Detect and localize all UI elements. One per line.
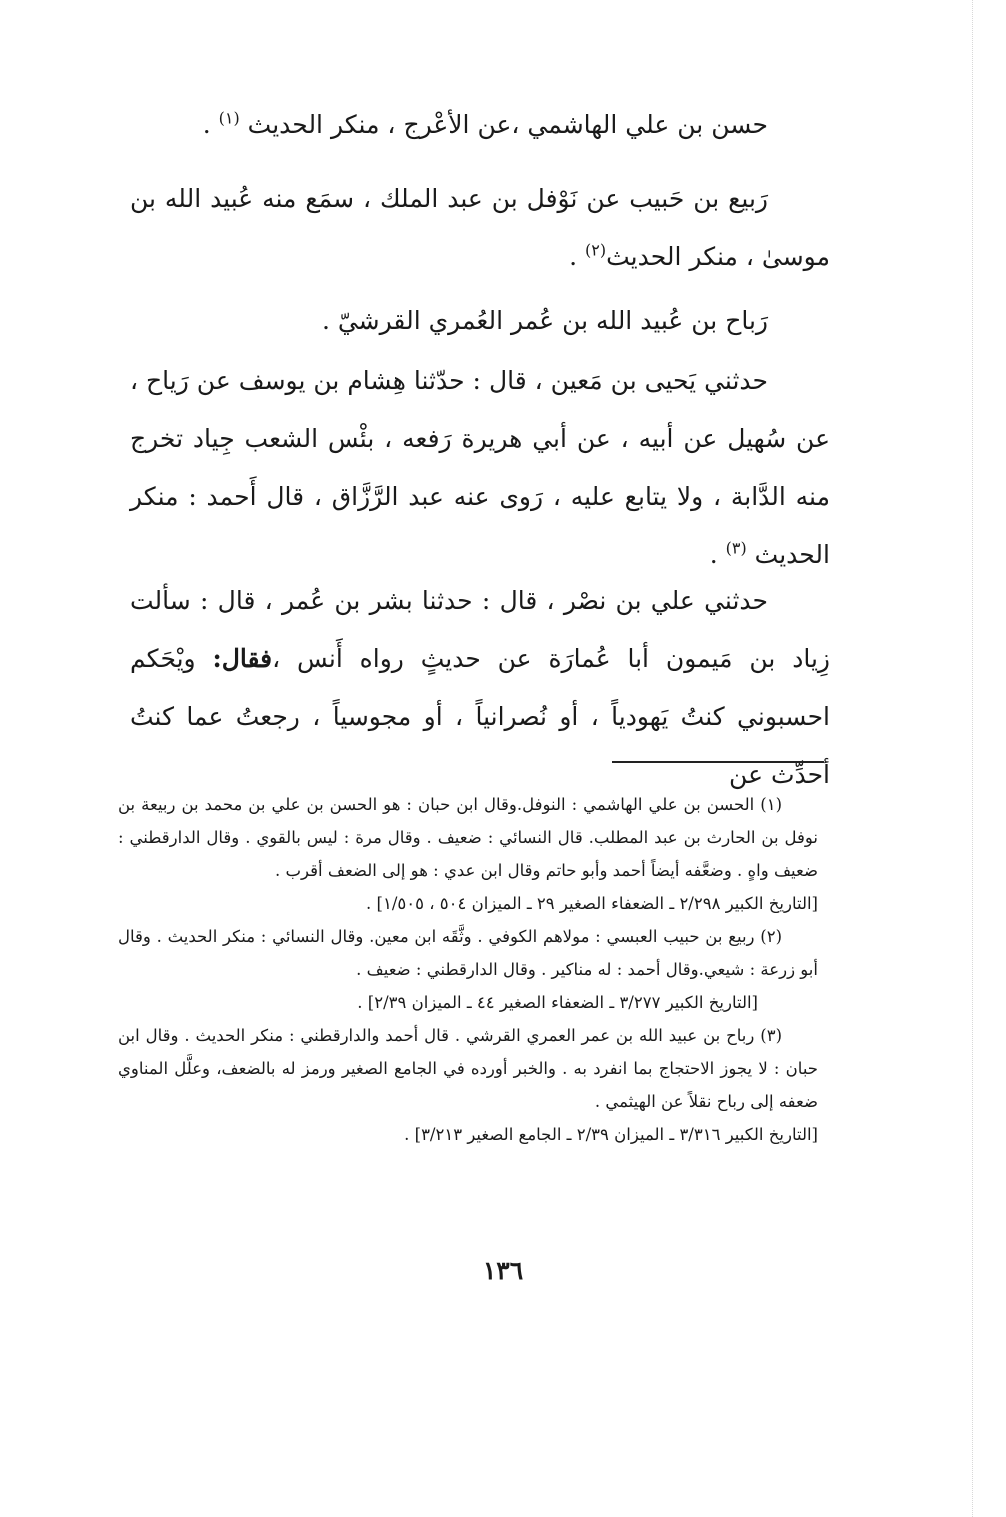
entry-5 bbox=[130, 572, 830, 804]
footnote-ref-1: (١) bbox=[218, 108, 240, 128]
entry-2-end: . bbox=[569, 242, 586, 271]
entry-4-end: . bbox=[709, 540, 726, 569]
entry-3 bbox=[130, 292, 830, 350]
entry-4 bbox=[130, 352, 830, 584]
footnote-1-ref: [التاريخ الكبير ٢/٢٩٨ ـ الضعفاء الصغير ٢٩ ـ الميزان ٥٠٤ ، ١/٥٠٥] . bbox=[366, 894, 818, 913]
entry-2-text: رَبيع بن حَبيب عن نَوْفل بن عبد الملك ، سمَع منه عُبيد الله بن موسىٰ ، منكر الحديث bbox=[130, 184, 830, 271]
footnote-3: (٣) رباح بن عبيد الله بن عمر العمري القرشي . قال أحمد والدارقطني : منكر الحديث . وقال ابن حبان : لا يجوز الاحتجاج بما انفرد به . والخبر أورده في الجامع الصغير ورمز له بالضعف، وعلَّل المناوي ضعفه إلى رباح نقلاً عن الهيثمي . bbox=[118, 1026, 818, 1111]
entry-4-text: حدثني يَحيى بن مَعين ، قال : حدّثنا هِشام بن يوسف عن رَياح ، عن سُهيل عن أبيه ، عن أبي هريرة رَفعه ، بئْس الشعب جِياد تخرج منه الدَّابة ، ولا يتابع عليه ، رَوى عنه عبد الرَّزَّاق ، قال أَحمد : منكر الحديث bbox=[130, 366, 830, 569]
footnote-2: (٢) ربيع بن حبيب العبسي : مولاهم الكوفي . وثَّقَه ابن معين. وقال النسائي : منكر الحديث . وقال أبو زرعة : شيعي.وقال أحمد : له مناكير . وقال الدارقطني : ضعيف . bbox=[118, 927, 818, 979]
entry-5-text2: ويْحَكم احسبوني كنتُ يَهودياً ، أو نُصرانياً ، أو مجوسياً ، رجعتُ عما كنتُ أحدِّث عن bbox=[130, 644, 830, 789]
page-number: ١٣٦ bbox=[482, 1256, 524, 1285]
footnote-1: (١) الحسن بن علي الهاشمي : النوفل.وقال ابن حبان : هو الحسن بن علي بن محمد بن ربيعة بن نوفل بن الحارث بن عبد المطلب. قال النسائي : ضعيف . وقال مرة : ليس بالقوي . وقال الدارقطني : ضعيف واهٍ . وضعَّفه أيضاً أحمد وأبو حاتم وقال ابن عدي : هو إلى الضعف أقرب . bbox=[118, 795, 818, 880]
entry-1-end: . bbox=[202, 110, 219, 139]
entry-1 bbox=[130, 96, 830, 154]
entry-2 bbox=[130, 170, 830, 286]
entry-3-text: رَباح بن عُبيد الله بن عُمر العُمري القرشيّ . bbox=[321, 306, 768, 335]
scan-margin-line bbox=[972, 0, 973, 1517]
footnote-ref-3: (٣) bbox=[725, 538, 747, 558]
entry-5-text: حدثني علي بن نصْر ، قال : حدثنا بشر بن عُمر ، قال : سألت زِياد بن مَيمون أبا عُمارَة عن حديثٍ رواه أَنس ، bbox=[130, 586, 831, 673]
entry-1-text: حسن بن علي الهاشمي ،عن الأعْرج ، منكر الحديث bbox=[247, 110, 768, 139]
footnotes bbox=[118, 788, 818, 1151]
footnote-2-ref: [التاريخ الكبير ٣/٢٧٧ ـ الضعفاء الصغير ٤٤ ـ الميزان ٢/٣٩] . bbox=[357, 993, 758, 1012]
footnote-3-ref: [التاريخ الكبير ٣/٣١٦ ـ الميزان ٢/٣٩ ـ الجامع الصغير ٣/٢١٣] . bbox=[404, 1125, 818, 1144]
footnote-ref-2: (٢) bbox=[585, 240, 607, 260]
footnote-separator bbox=[612, 761, 824, 763]
entry-5-bold: فقال: bbox=[212, 644, 273, 673]
